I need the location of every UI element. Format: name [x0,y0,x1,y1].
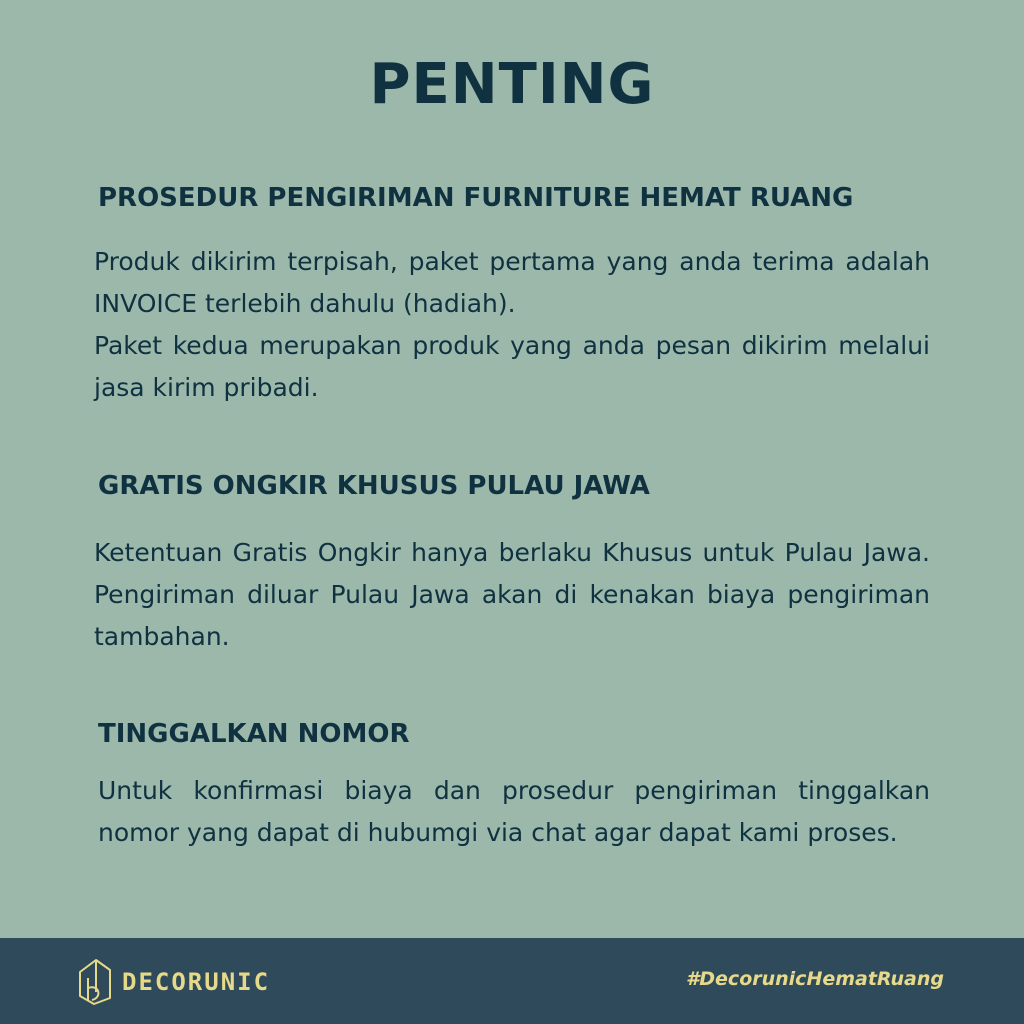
section-body-shipping-procedure [94,241,930,409]
brand-hashtag: #DecorunicHematRuang [686,968,944,990]
section-heading-leave-number: TINGGALKAN NOMOR [98,719,410,749]
paragraph: Ketentuan Gratis Ongkir hanya berlaku Khusus untuk Pulau Jawa. Pengiriman diluar Pulau Jawa akan di kenakan biaya pengiriman tambahan. [94,538,930,651]
brand-logo [78,958,270,1006]
footer-bar [0,938,1024,1024]
section-body-leave-number [98,770,930,854]
paragraph: Paket kedua merupakan produk yang anda pesan dikirim melalui jasa kirim pribadi. [94,331,930,402]
decorunic-logo-icon [78,958,112,1006]
section-body-free-shipping [94,532,930,658]
section-heading-free-shipping: GRATIS ONGKIR KHUSUS PULAU JAWA [98,471,650,501]
page-title: PENTING [369,52,655,117]
brand-name: DECORUNIC [122,968,271,996]
section-heading-shipping-procedure: PROSEDUR PENGIRIMAN FURNITURE HEMAT RUANG [98,183,854,213]
paragraph: Untuk konfirmasi biaya dan prosedur pengiriman tinggalkan nomor yang dapat di hubumgi via chat agar dapat kami proses. [98,776,930,847]
paragraph: Produk dikirim terpisah, paket pertama yang anda terima adalah INVOICE terlebih dahulu (hadiah). [94,247,930,318]
